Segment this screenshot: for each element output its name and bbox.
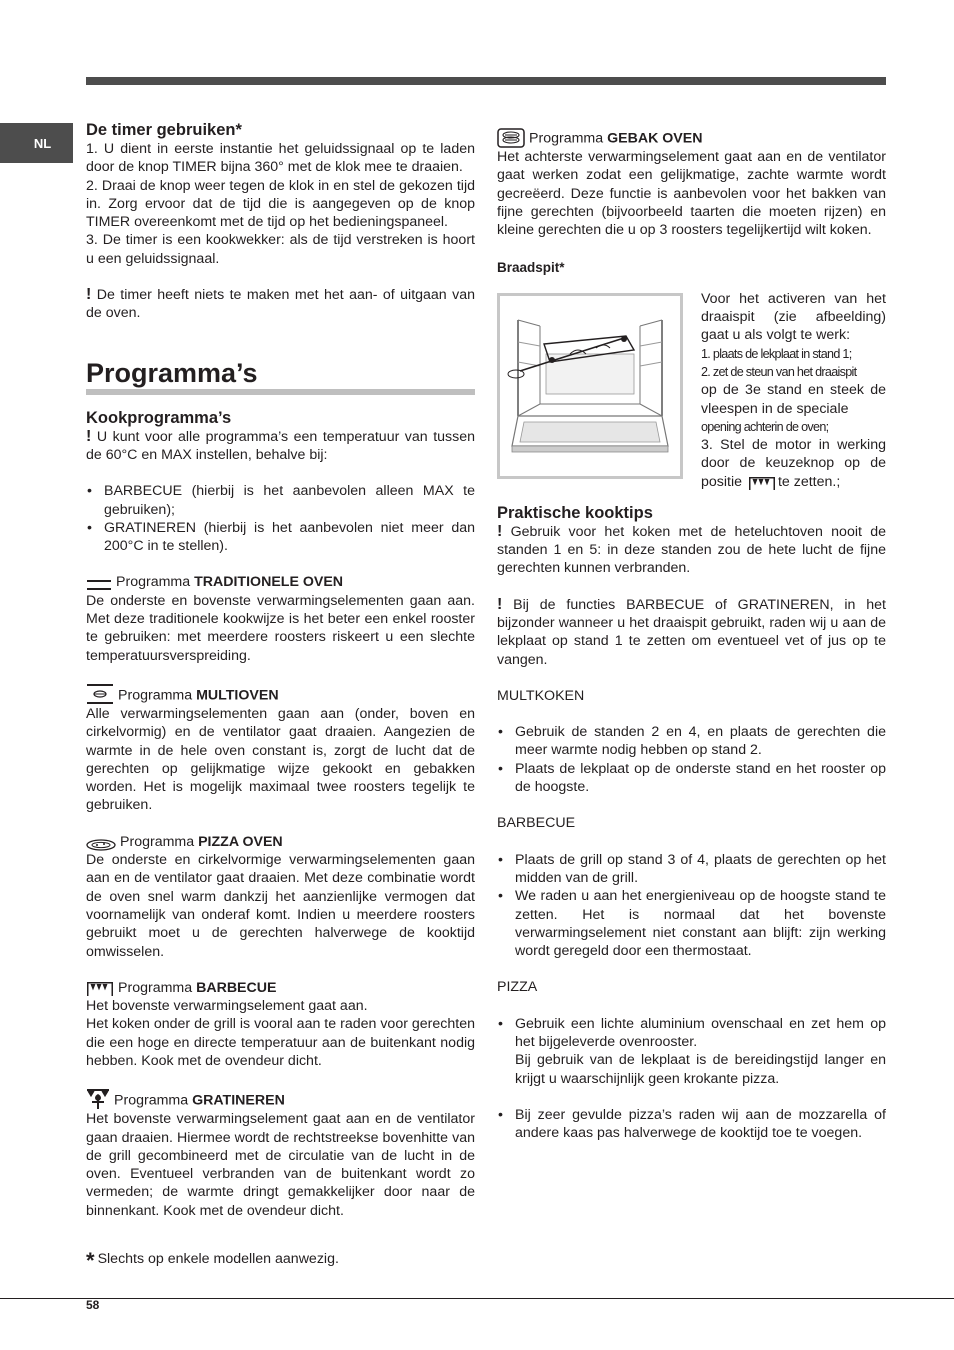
- program-traditionele-text: De onderste en bovenste verwarmingselementen gaan aan. Met deze traditionele kookwijze is het beter een enkel rooster te gebruiken: met meerdere roosters riskeert u een slechte temperatuursverspreiding.: [86, 592, 475, 664]
- braadspit-section: [497, 290, 886, 488]
- pizza-icon: [86, 838, 116, 851]
- braadspit-instructions: [701, 290, 886, 491]
- cook-programs-heading: Kookprogramma’s: [86, 408, 232, 427]
- pizza-list: [497, 1015, 886, 1143]
- program-prefix: Programma: [120, 833, 195, 850]
- footnote-star: *: [86, 1248, 95, 1273]
- program-prefix: Programma: [529, 130, 604, 147]
- language-tab-label: NL: [33, 135, 52, 151]
- list-item: • GRATINEREN (hierbij is het aanbevolen niet meer dan 200°C in te stellen).: [86, 519, 475, 556]
- braadspit-step-3-end: te zetten.;: [777, 473, 841, 490]
- warning-mark: !: [497, 522, 503, 540]
- braadspit-heading: Braadspit*: [497, 260, 565, 276]
- program-name: MULTIOVEN: [196, 687, 279, 704]
- program-prefix: Programma: [116, 574, 191, 591]
- right-column: [497, 128, 886, 1143]
- barbecue-list: [497, 851, 886, 961]
- braadspit-step-1: 1. plaats de lekplaat in stand 1;: [701, 346, 852, 361]
- warning-mark: !: [86, 286, 92, 304]
- pizza-label: PIZZA: [497, 979, 538, 996]
- tips-heading: Praktische kooktips: [497, 503, 653, 522]
- language-tab: [0, 123, 73, 163]
- bottom-rule: [0, 1298, 954, 1299]
- program-multioven-text: Alle verwarmingselementen gaan aan (onder, boven en cirkelvormig) en de ventilator gaat draaien. Aangezien de warmte in de hele oven constant is, zorgt de lucht dat de gerechten op gelijkmatige wijze gekookt en gebakken worden. Het is mogelijk maximaal twee roosters tegelijk te gebruiken.: [86, 705, 475, 814]
- pizza-tip-1b: Bij gebruik van de lekplaat is de bereidingstijd langer en krijgt u waarschijnlijk geen krokante pizza.: [515, 1052, 886, 1087]
- braadspit-intro: Voor het activeren van het draaispit (zie afbeelding) gaat u als volgt te werk:: [701, 290, 886, 344]
- tip-2-text: Bij de functies BARBECUE of GRATINEREN, in het bijzonder wanneer u het draaispit gebruikt, raden wij u aan de lekplaat op stand 1 te zetten om eventueel vet of jus op te vangen.: [497, 596, 886, 668]
- top-rule: [86, 77, 886, 85]
- program-name: GRATINEREN: [192, 1092, 285, 1109]
- program-name: BARBECUE: [196, 979, 277, 996]
- program-name: TRADITIONELE OVEN: [194, 574, 344, 591]
- program-gratineren-title: [86, 1088, 475, 1110]
- timer-step-2: 2. Draai de knop weer tegen de klok in en stel de gekozen tijd in. Zorg ervoor dat de tijd die is aangegeven op de knop TIMER overeenkomt met de tijd op het bedieningspaneel.: [86, 177, 475, 231]
- programs-intro: [86, 428, 475, 465]
- grill-icon: [86, 981, 114, 997]
- conventional-oven-icon: [86, 578, 112, 592]
- braadspit-step-2c: opening achterin de oven;: [701, 419, 829, 434]
- program-barbecue-title: [86, 979, 475, 997]
- timer-step-1: 1. U dient in eerste instantie het geluidssignaal op te laden door de knop TIMER bijna 360° met de klok mee te draaien.: [86, 141, 475, 176]
- multkoken-list: [497, 723, 886, 796]
- footnote-text: Slechts op enkele modellen aanwezig.: [97, 1251, 339, 1267]
- program-name: GEBAK OVEN: [607, 130, 703, 147]
- grill-icon: [748, 476, 776, 491]
- program-prefix: Programma: [118, 687, 193, 704]
- page-number: 58: [86, 1298, 100, 1312]
- pizza-tip-1: Gebruik een lichte aluminium ovenschaal en zet hem op het bijgeleverde ovenrooster.: [515, 1015, 886, 1051]
- programs-heading: Programma’s: [86, 358, 475, 395]
- program-gebak-title: [497, 128, 886, 148]
- braadspit-step-3: [701, 436, 886, 491]
- program-multioven-title: [86, 683, 475, 705]
- list-item: • Plaats de lekplaat op de onderste stand en het rooster op de hoogste.: [497, 760, 886, 797]
- program-name: PIZZA OVEN: [198, 833, 283, 850]
- program-barbecue-text-1: Het bovenste verwarmingselement gaat aan.: [86, 998, 368, 1015]
- braadspit-step-3-text: 3. Stel de motor in werking door de keuzeknop op de positie: [701, 437, 886, 490]
- list-item: [497, 1015, 886, 1088]
- exceptions-list: [86, 482, 475, 555]
- pastry-oven-icon: [497, 128, 525, 148]
- program-gratineren-text: Het bovenste verwarmingselement gaat aan en de ventilator gaan draaien. Hiermee wordt de rechtstreekse bovenhitte van de grill gecombineerd met de circulatie van de lucht in de oven. Eventueel verbranden van de buitenkant wordt zo vermeden; de warmte dringt gemakkelijker door naar de binnenkant. Kook met de ovendeur dicht.: [86, 1111, 475, 1219]
- braadspit-step-2b: op de 3e stand en steek de vleespen in de speciale: [701, 382, 886, 417]
- program-prefix: Programma: [114, 1092, 189, 1109]
- left-column: [86, 120, 475, 1220]
- timer-heading: De timer gebruiken*: [86, 121, 242, 139]
- program-pizza-title: [86, 833, 475, 851]
- rotisserie-illustration: [497, 293, 683, 479]
- tip-1-text: Gebruik voor het koken met de heteluchtoven nooit de standen 1 en 5: in deze standen zou de hete lucht de fijne gerechten kunnen verbranden.: [497, 523, 886, 577]
- list-item: • Plaats de grill op stand 3 of 4, plaats de gerechten op het midden van de grill.: [497, 851, 886, 888]
- list-item: • We raden u aan het energieniveau op de hoogste stand te zetten. Het is normaal dat het bovenste verwarmingselement niet constant aan blijft: zijn werking wordt geregeld door een thermostaat.: [497, 887, 886, 960]
- list-item: • Gebruik de standen 2 en 4, en plaats de gerechten die meer warmte nodig hebben op stand 2.: [497, 723, 886, 760]
- timer-note-text: De timer heeft niets te maken met het aan- of uitgaan van de oven.: [86, 287, 475, 322]
- braadspit-step-2: 2. zet de steun van het draaispit: [701, 364, 857, 379]
- programs-intro-text: U kunt voor alle programma’s een temperatuur van tussen de 60°C en MAX instellen, behalve bij:: [86, 428, 475, 463]
- fan-oven-icon: [86, 683, 114, 705]
- rotisserie-drawing: [500, 296, 680, 476]
- timer-step-3: 3. De timer is een kookwekker: als de tijd verstreken is hoort u een geluidssignaal.: [86, 232, 475, 267]
- timer-note: [86, 286, 475, 323]
- list-item: • BARBECUE (hierbij is het aanbevolen alleen MAX te gebruiken);: [86, 482, 475, 519]
- program-barbecue-text-2: Het koken onder de grill is vooral aan te raden voor gerechten die een hoge en directe temperatuur aan de buitenkant nodig hebben. Kook met de ovendeur dicht.: [86, 1016, 475, 1069]
- program-prefix: Programma: [118, 979, 193, 996]
- footnote: [86, 1248, 339, 1274]
- warning-mark: !: [86, 427, 92, 445]
- tip-1: [497, 523, 886, 578]
- program-pizza-text: De onderste en cirkelvormige verwarmingselementen gaan aan en de ventilator gaat draaien. Met deze combinatie wordt de oven snel warm dankzij het aanzienlijke vermogen dat voornamelijk van onderaf komt. Indien u meerdere roosters gebruikt moet u de gerechten halverwege de kooktijd omwisselen.: [86, 852, 475, 960]
- warning-mark: !: [497, 595, 503, 613]
- program-gebak-text: Het achterste verwarmingselement gaat aan en de ventilator gaat werken zodat een gelijkmatige, zachte warmte wordt gecreëerd. Deze functie is aanbevolen voor het bakken van fijne gerechten (bijvoorbeeld taarten die moeten rijzen) en kleine gerechten die u op 3 roosters tegelijkertijd wilt koken.: [497, 149, 886, 239]
- tip-2: [497, 596, 886, 669]
- program-traditionele-title: [86, 573, 475, 591]
- list-item: • Bij zeer gevulde pizza’s raden wij aan de mozzarella of andere kaas pas halverwege de kooktijd toe te voegen.: [497, 1106, 886, 1143]
- multkoken-label: MULTKOKEN: [497, 687, 585, 704]
- barbecue-label: BARBECUE: [497, 815, 576, 832]
- grill-fan-icon: [86, 1088, 110, 1110]
